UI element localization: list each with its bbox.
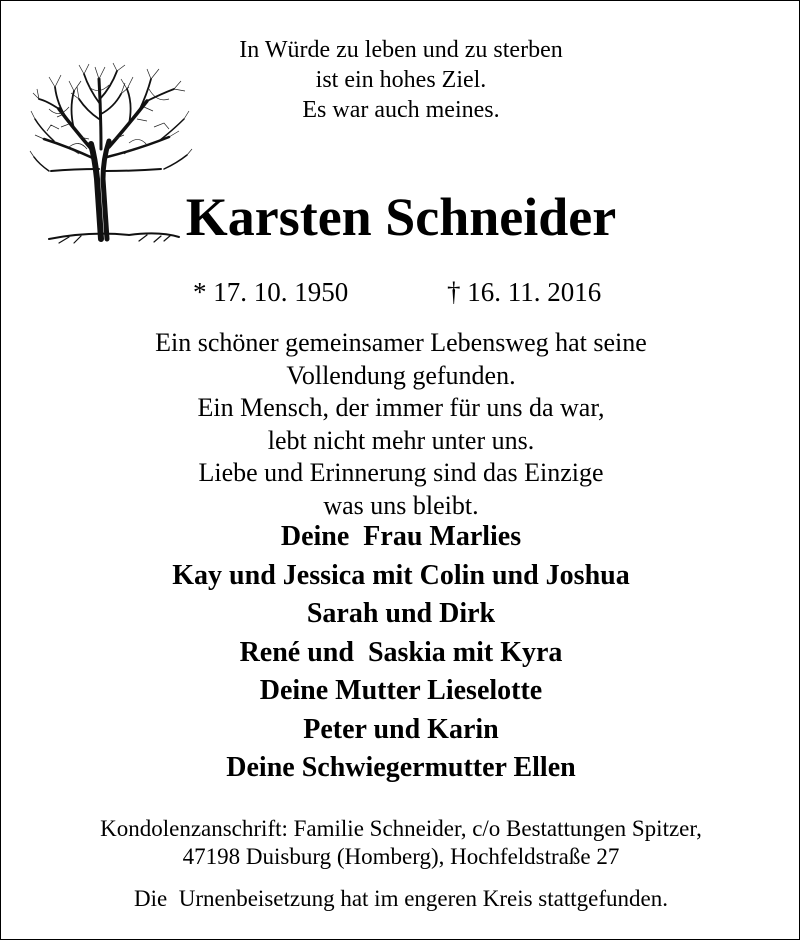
motto-line: Es war auch meines. bbox=[302, 97, 500, 123]
mourners-list bbox=[101, 518, 701, 788]
mourner-line: Kay und Jessica mit Colin und Joshua bbox=[172, 559, 630, 591]
motto-line: In Würde zu leben und zu sterben bbox=[239, 37, 563, 63]
verse-line: Ein Mensch, der immer für uns da war, bbox=[197, 393, 605, 422]
verse-line: was uns bleibt. bbox=[323, 490, 479, 520]
mourner-line: Sarah und Dirk bbox=[306, 598, 496, 629]
death-date: † 16. 11. 2016 bbox=[447, 277, 602, 307]
condolence-address bbox=[41, 815, 761, 871]
address-line: 47198 Duisburg (Homberg), Hochfeldstraße 27 bbox=[182, 844, 620, 869]
closing-note: Die Urnenbeisetzung hat im engeren Kreis stattgefunden. bbox=[134, 886, 668, 911]
verse bbox=[101, 327, 701, 522]
verse-line: Vollendung gefunden. bbox=[286, 360, 516, 390]
verse-line: Liebe und Erinnerung sind das Einzige bbox=[198, 458, 604, 487]
motto-line: ist ein hohes Ziel. bbox=[315, 67, 487, 93]
motto bbox=[201, 35, 601, 125]
mourner-line: Peter und Karin bbox=[303, 713, 499, 745]
mourner-line: Deine Mutter Lieselotte bbox=[259, 675, 543, 706]
deceased-name: Karsten Schneider bbox=[185, 187, 617, 247]
verse-line: Ein schöner gemeinsamer Lebensweg hat seine bbox=[155, 328, 647, 357]
mourner-line: Deine Frau Marlies bbox=[280, 521, 522, 552]
address-line: Kondolenzanschrift: Familie Schneider, c/o Bestattungen Spitzer, bbox=[100, 816, 702, 841]
birth-date: * 17. 10. 1950 bbox=[193, 277, 349, 307]
verse-line: lebt nicht mehr unter uns. bbox=[267, 425, 535, 455]
mourner-line: Deine Schwiegermutter Ellen bbox=[226, 752, 576, 783]
mourner-line: René und Saskia mit Kyra bbox=[239, 636, 563, 668]
